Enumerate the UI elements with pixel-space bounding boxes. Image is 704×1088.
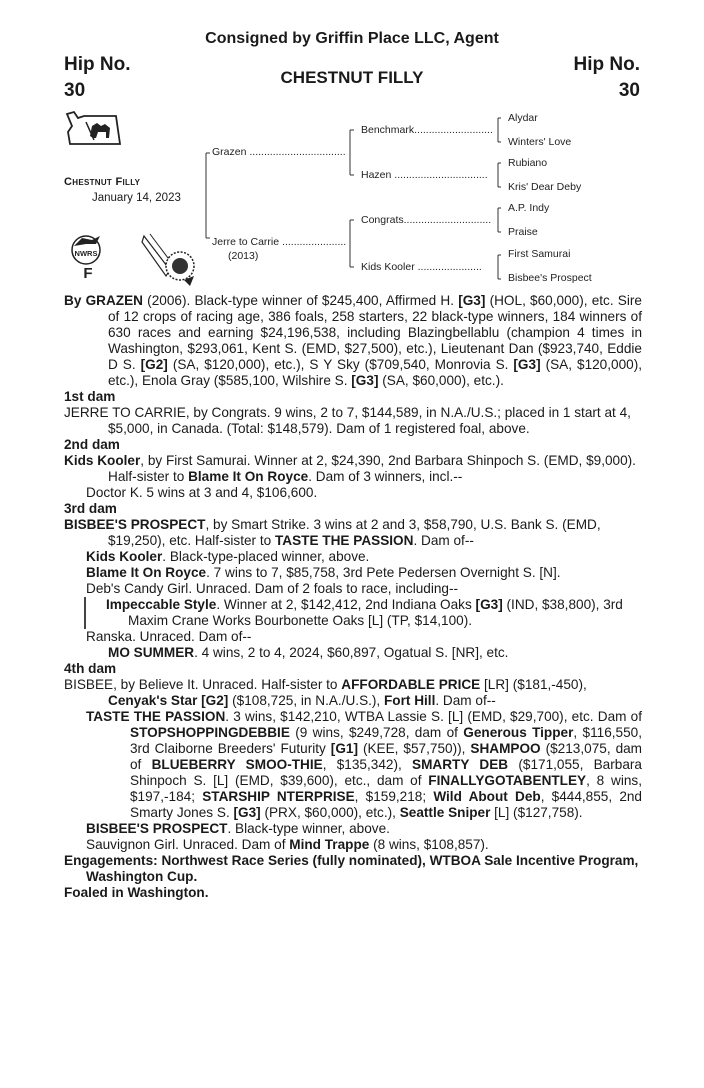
third-dam-paragraph: BISBEE'S PROSPECT, by Smart Strike. 3 wins at 2 and 3, $58,790, U.S. Bank S. (EMD, $19,250), etc. Half-sister to TASTE THE PASSION. Dam of-- (64, 517, 601, 548)
foaled-in: Foaled in Washington. (64, 885, 209, 900)
pedigree-dam-dam: Kids Kooler ...................... (361, 261, 482, 273)
first-dam-heading: 1st dam (64, 389, 116, 404)
pedigree-g5: A.P. Indy (508, 202, 550, 214)
engagements: Engagements: Northwest Race Series (fully nominated), WTBOA Sale Incentive Program, Washington Cup. (64, 853, 639, 884)
hip-label-left: Hip No. (64, 54, 131, 75)
third-dam-produce-2: Blame It On Royce. 7 wins to 7, $85,758, 3rd Pete Pedersen Overnight S. [N]. (86, 565, 561, 580)
first-dam-paragraph: JERRE TO CARRIE, by Congrats. 9 wins, 2 to 7, $144,589, in N.A./U.S.; placed in 1 start at 4, $5,000, in Canada. (Total: $148,579). Dam of 1 registered foal, above. (64, 405, 631, 436)
consignor-line: Consigned by Griffin Place LLC, Agent (205, 30, 499, 47)
second-dam-heading: 2nd dam (64, 437, 120, 452)
nwrs-logo-icon (66, 232, 116, 280)
fourth-dam-paragraph: BISBEE, by Believe It. Unraced. Half-sister to AFFORDABLE PRICE [LR] ($181,-450), Cenyak's Star [G2] ($108,725, in N.A./U.S.), Fort Hill. Dam of-- (64, 677, 587, 708)
pedigree-g3: Rubiano (508, 157, 548, 169)
pedigree-sire-dam: Hazen ................................ (361, 169, 488, 181)
fourth-dam-produce-3: Sauvignon Girl. Unraced. Dam of Mind Trappe (8 wins, $108,857). (86, 837, 489, 852)
foal-date: January 14, 2023 (92, 192, 181, 204)
pedigree-g1: Alydar (508, 112, 538, 124)
fourth-dam-produce-1: TASTE THE PASSION. 3 wins, $142,210, WTBA Lassie S. [L] (EMD, $29,700), etc. Dam of STOPSHOPPINGDEBBIE (9 wins, $249,728, dam of Generous Tipper, $116,550, 3rd Claiborne Breeders' Futurity [G1] (KEE, $57,750)), SHAMPOO ($213,075, dam of BLUEBERRY SMOO-THIE, $135,342), SMARTY DEB ($171,055, Barbara Shinpoch S. [L] (EMD, $39,600), etc., dam of FINALLYGOTABENTLEY, 8 wins, $197,-184; STARSHIP NTERPRISE, $159,218; Wild About Deb, $444,855, 2nd Smarty Jones S. [G3] (PRX, $60,000), etc.), Seattle Sniper [L] ($127,758). (86, 709, 643, 820)
second-dam-produce: Doctor K. 5 wins at 3 and 4, $106,600. (86, 485, 318, 500)
pedigree-dam: Jerre to Carrie ...................... (212, 236, 347, 248)
washington-state-icon (64, 110, 124, 148)
nwrs-logo-text: NWRS (74, 249, 98, 258)
pedigree-dam-sire: Congrats.............................. (361, 214, 492, 226)
pedigree-g8: Bisbee's Prospect (508, 272, 592, 284)
fourth-dam-produce-2: BISBEE'S PROSPECT. Black-type winner, above. (86, 821, 390, 836)
rosette-ribbon-icon (140, 230, 198, 286)
third-dam-produce-4: Ranska. Unraced. Dam of-- (86, 629, 252, 644)
catalog-body (64, 293, 642, 901)
pedigree-dam-year: (2013) (228, 250, 259, 262)
sire-paragraph: By GRAZEN (2006). Black-type winner of $245,400, Affirmed H. [G3] (HOL, $60,000), etc. Sire of 12 crops of racing age, 386 foals, 258 starters, 22 black-type winners, 184 winners of 630 races and earning $24,196,538, including Blazingbellablu (champion 4 times in Washington, $293,061, Kent S. (EMD, $27,500), etc.), Lieutenant Dan ($923,740, Eddie D S. [G2] (SA, $120,000), etc.), S Y Sky ($709,540, Monrovia S. [G3] (SA, $120,000), etc.), Enola Gray ($585,100, Wilshire S. [G3] (SA, $60,000), etc.). (64, 293, 643, 388)
pedigree-g6: Praise (508, 226, 538, 238)
sex-color: Chestnut Filly (64, 176, 141, 188)
pedigree-sire: Grazen ................................. (212, 146, 346, 158)
pedigree-sire-sire: Benchmark........................... (361, 124, 493, 136)
pedigree-g2: Winters' Love (508, 136, 572, 148)
third-dam-grandproduce-2: MO SUMMER. 4 wins, 2 to 4, 2024, $60,897, Ogatual S. [NR], etc. (108, 645, 509, 660)
second-dam-paragraph: Kids Kooler, by First Samurai. Winner at 2, $24,390, 2nd Barbara Shinpoch S. (EMD, $9,000). Half-sister to Blame It On Royce. Dam of 3 winners, incl.-- (64, 453, 636, 484)
nwrs-logo-letter: F (83, 265, 93, 280)
third-dam-produce-1: Kids Kooler. Black-type-placed winner, above. (86, 549, 370, 564)
pedigree-g4: Kris' Dear Deby (508, 181, 582, 193)
third-dam-heading: 3rd dam (64, 501, 117, 516)
hip-value-left: 30 (64, 80, 86, 101)
hip-value-right: 30 (618, 80, 640, 101)
hip-label-right: Hip No. (573, 54, 640, 75)
third-dam-grandproduce: Impeccable Style. Winner at 2, $142,412, 2nd Indiana Oaks [G3] (IND, $38,800), 3rd Maxim Crane Works Bourbonette Oaks [L] (TP, $14,100). (84, 597, 642, 629)
page-title: CHESTNUT FILLY (280, 68, 424, 87)
pedigree-g7: First Samurai (508, 248, 571, 260)
fourth-dam-heading: 4th dam (64, 661, 117, 676)
third-dam-produce-3: Deb's Candy Girl. Unraced. Dam of 2 foals to race, including-- (86, 581, 459, 596)
